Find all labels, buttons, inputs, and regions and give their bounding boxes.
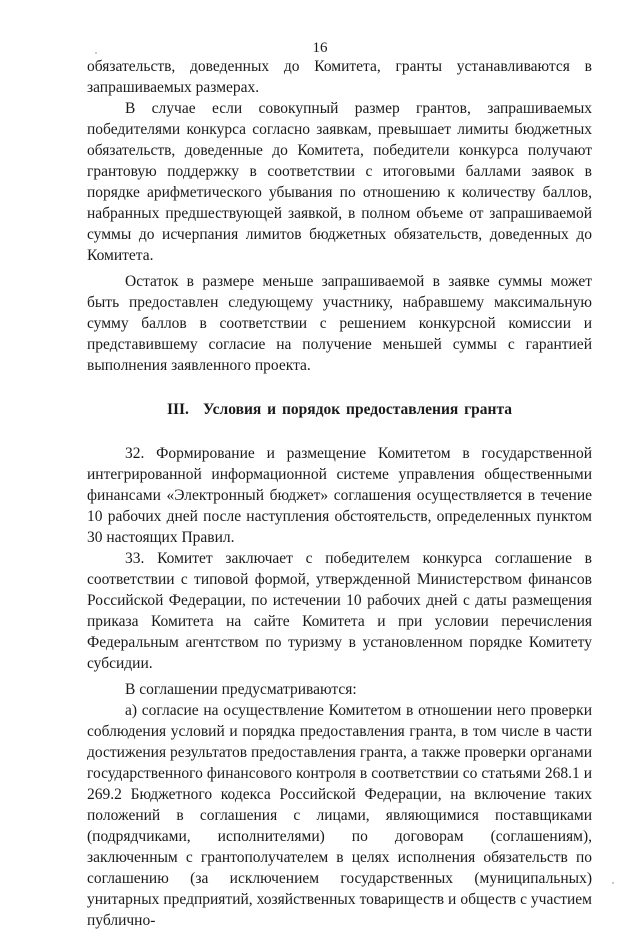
paragraph-item-32: 32. Формирование и размещение Комитетом в государственной интегрированной информационной системе управления общественными финансами «Электронный бюджет» соглашения осуществляется в течение 10 рабочих дней после наступления обстоятельств, определенных пунктом 30 настоящих Правил.: [87, 445, 592, 546]
paragraph-item-33: 33. Комитет заключает с победителем конкурса соглашение в соответствии с типовой формой, утвержденной Министерством финансов Российской Федерации, по истечении 10 рабочих дней с даты размещения приказа Комитета на сайте Комитета и при условии перечисления Федеральным агентством по туризму в установленном порядке Комитету субсидии.: [87, 550, 592, 672]
paragraph-remainder: Остаток в размере меньше запрашиваемой в заявке суммы может быть предоставлен следующему участнику, набравшему максимальную сумму баллов в соответствии с решением конкурсной комиссии и представившему согласие на получение меньшей суммы с гарантией выполнения заявленного проекта.: [87, 273, 592, 374]
page-number: 16: [312, 40, 328, 56]
paragraph-subitem-a: а) согласие на осуществление Комитетом в отношении него проверки соблюдения условий и порядка предоставления гранта, в том числе в части достижения результатов предоставления гранта, а также проверки органами государственного финансового контроля в соответствии со статьями 268.1 и 269.2 Бюджетного кодекса Российской Федерации, на включение таких положений в соглашения с лицами, являющимися поставщиками (подрядчиками, исполнителями) по договорам (соглашениям), заключенным с грантополучателем в целях исполнения обязательств по соглашению (за исключением государственных (муниципальных) унитарных предприятий, хозяйственных товариществ и обществ с участием публично-: [87, 702, 592, 929]
paragraph-agreement-intro: В соглашении предусматриваются:: [125, 681, 357, 698]
scan-speck: [95, 52, 97, 54]
section-number: III.: [166, 401, 189, 418]
section-title: Условия и порядок предоставления гранта: [202, 401, 513, 418]
scan-speck: [612, 882, 614, 884]
section-heading: [87, 399, 592, 420]
paragraph-continuation: обязательств, доведенных до Комитета, гранты устанавливаются в запрашиваемых размерах.: [87, 58, 592, 96]
document-body: [87, 56, 592, 931]
paragraph-grant-allocation: В случае если совокупный размер грантов, запрашиваемых победителями конкурса согласно заявкам, превышает лимиты бюджетных обязательств, доведенные до Комитета, победители конкурса получают грантовую поддержку в соответствии с итоговыми баллами заявок в порядке арифметического убывания по отношению к количеству баллов, набранных предшествующей заявкой, в полном объеме от запрашиваемой суммы до исчерпания лимитов бюджетных обязательств, доведенных до Комитета.: [87, 100, 592, 264]
